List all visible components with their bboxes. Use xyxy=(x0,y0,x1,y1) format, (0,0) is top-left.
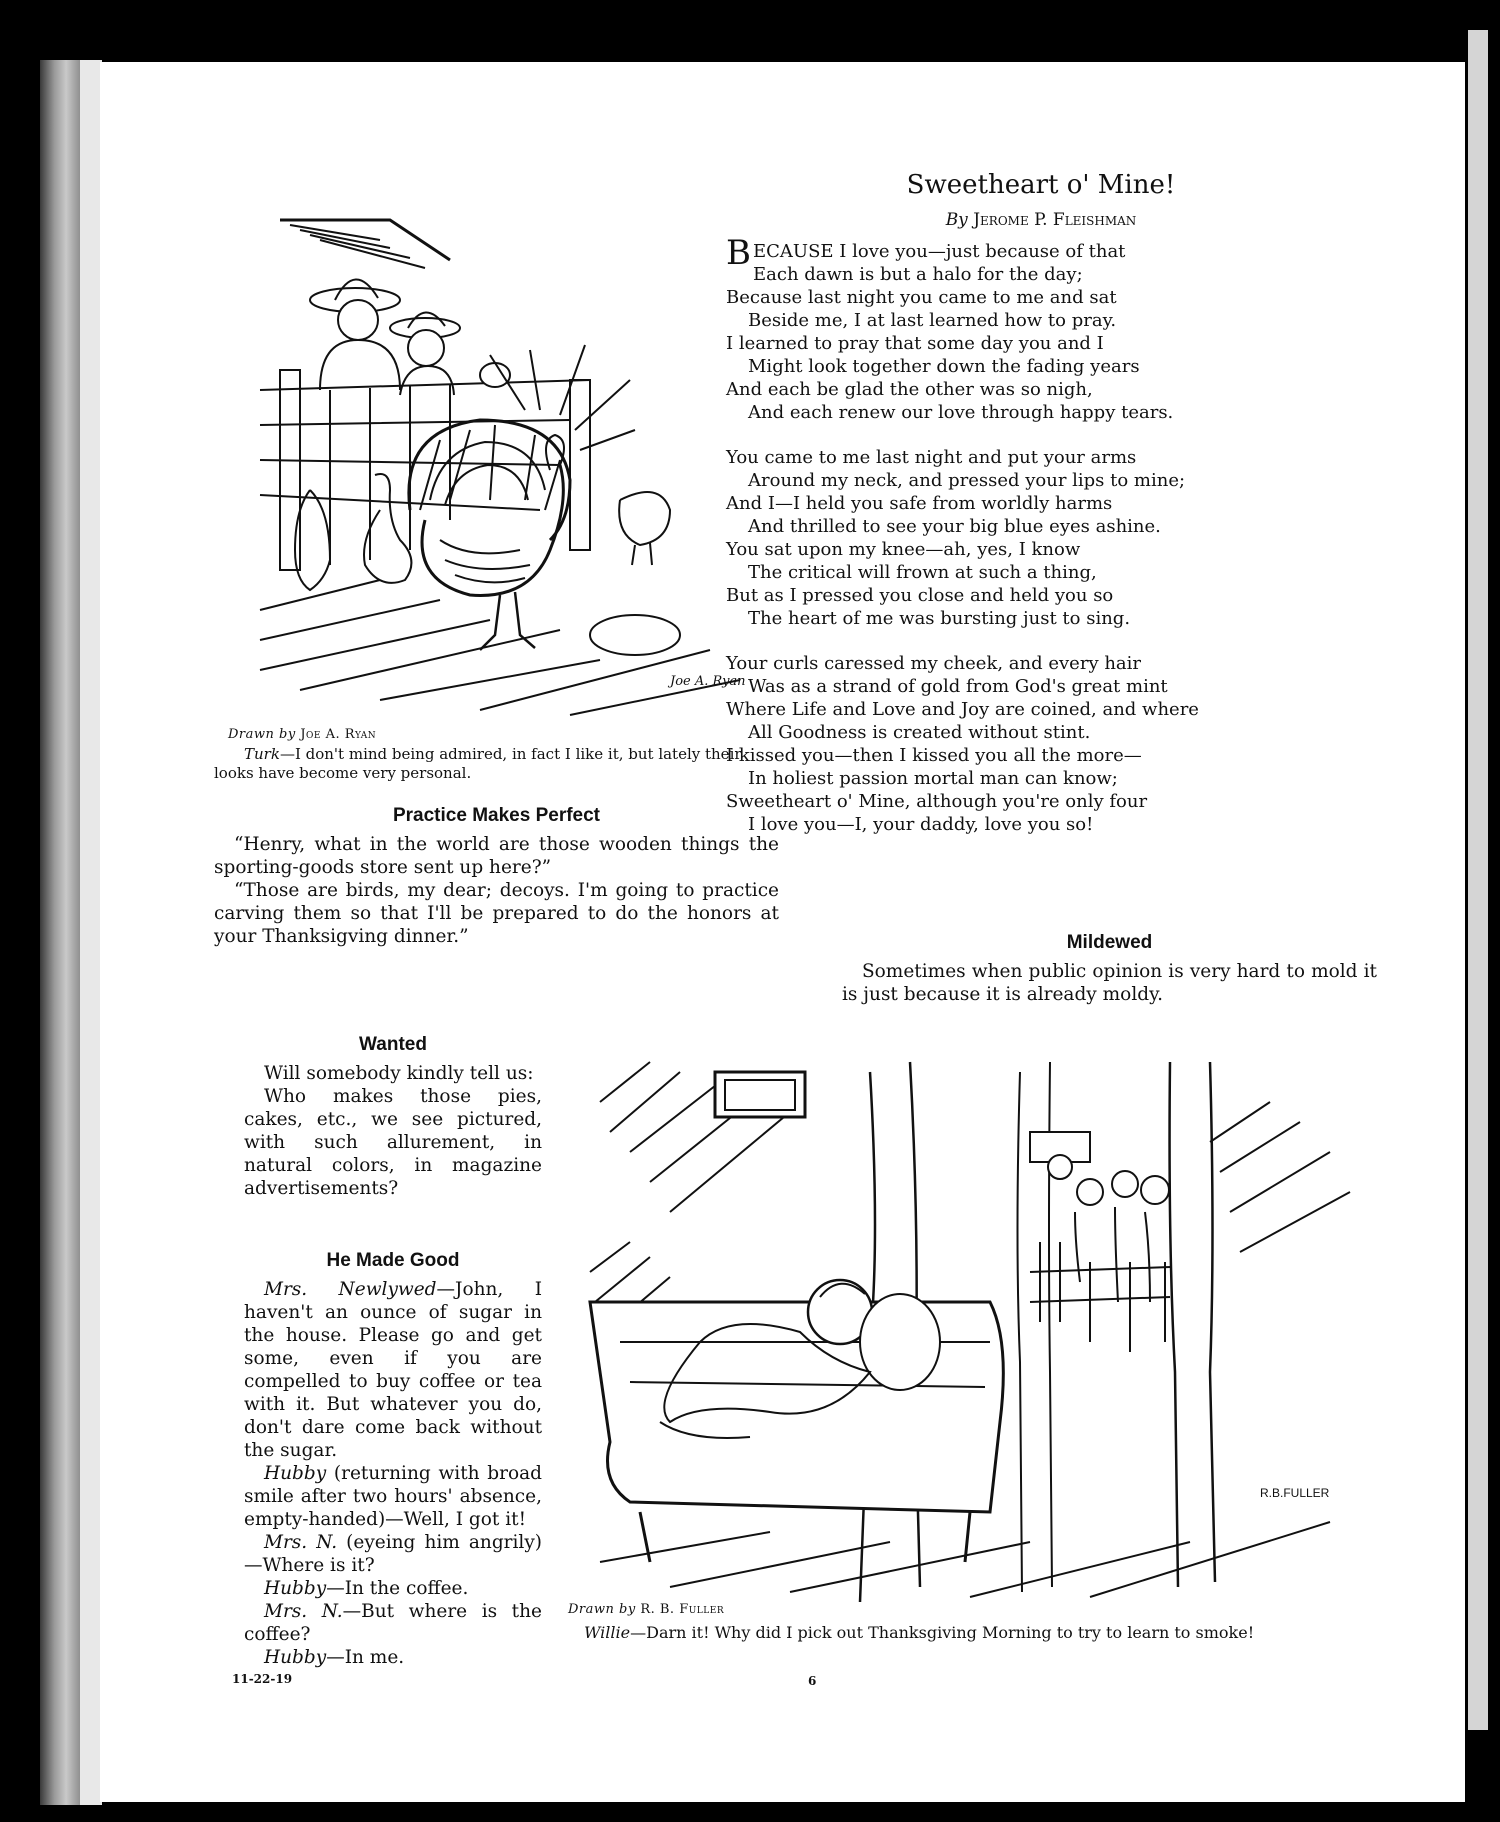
poem-line: And each renew our love through happy tears. xyxy=(748,402,1174,423)
poem-line: The critical will frown at such a thing, xyxy=(748,562,1097,583)
poem-line: Might look together down the fading years xyxy=(748,356,1140,377)
turkey-artist-signature: Joe A. Ryan xyxy=(670,674,746,689)
couch-credit-prefix: Drawn by xyxy=(568,1602,636,1617)
couch-credit-name: R. B. Fuller xyxy=(640,1602,725,1617)
turkey-credit-prefix: Drawn by xyxy=(228,727,296,742)
poem-line: You came to me last night and put your arms xyxy=(726,447,1137,468)
couch-caption xyxy=(584,1623,1414,1642)
poem-byline xyxy=(726,210,1316,230)
poem-line: I kissed you—then I kissed you all the more— xyxy=(726,745,1142,766)
poem-line: Was as a strand of gold from God's great mint xyxy=(748,676,1168,697)
made-good-line xyxy=(244,1577,542,1600)
poem-line: But as I pressed you close and held you so xyxy=(726,585,1114,606)
couch-artist-signature: R.B.FULLER xyxy=(1260,1486,1330,1500)
made-good-text: —But where is the coffee? xyxy=(244,1601,542,1645)
couch-credit xyxy=(568,1602,724,1617)
poem-author: Jerome P. Fleishman xyxy=(973,210,1137,230)
poem-line: I learned to pray that some day you and I xyxy=(726,333,1104,354)
turkey-caption xyxy=(214,745,779,783)
page-edge xyxy=(80,60,102,1805)
poem-line: And each be glad the other was so nigh, xyxy=(726,379,1093,400)
page-number: 6 xyxy=(808,1674,817,1688)
poem-line: Because last night you came to me and sat xyxy=(726,287,1117,308)
poem-byline-prefix: By xyxy=(945,210,968,230)
made-good-title: He Made Good xyxy=(326,1250,460,1271)
made-good-speaker: Hubby xyxy=(264,1647,327,1668)
mildewed-article xyxy=(842,932,1377,1006)
wanted-article xyxy=(244,1034,542,1200)
turkey-caption-speaker: Turk xyxy=(244,745,280,763)
poem-line: You sat upon my knee—ah, yes, I know xyxy=(726,539,1081,560)
poem-line: Sweetheart o' Mine, although you're only four xyxy=(726,791,1148,812)
made-good-speaker: Mrs. N. xyxy=(264,1601,343,1622)
made-good-speaker: Hubby xyxy=(264,1578,327,1599)
mildewed-title: Mildewed xyxy=(1066,932,1153,953)
made-good-line xyxy=(244,1278,542,1462)
practice-paragraph-1: “Henry, what in the world are those wooden things the sporting-goods store sent up here?” xyxy=(214,834,779,878)
poem-dropcap: B xyxy=(726,233,751,273)
turkey-cartoon-illustration xyxy=(240,180,760,725)
watermark: comicbooks.com xyxy=(1231,1770,1462,1805)
magazine-page xyxy=(100,62,1465,1802)
made-good-text: —In the coffee. xyxy=(326,1578,469,1599)
made-good-line xyxy=(244,1600,542,1646)
couch-caption-text: —Darn it! Why did I pick out Thanksgiving Morning to try to learn to smoke! xyxy=(630,1623,1255,1642)
made-good-article xyxy=(244,1250,542,1669)
poem-line: Each dawn is but a halo for the day; xyxy=(753,264,1083,285)
poem-line: All Goodness is created without stint. xyxy=(748,722,1091,743)
couch-cartoon-illustration xyxy=(570,1042,1360,1602)
couch-caption-speaker: Willie xyxy=(584,1623,631,1642)
poem-line: In holiest passion mortal man can know; xyxy=(748,768,1118,789)
made-good-speaker: Mrs. Newlywed xyxy=(264,1279,437,1300)
turkey-caption-text: —I don't mind being admired, in fact I like it, but lately their looks have become very personal. xyxy=(214,745,742,782)
practice-article xyxy=(214,805,779,948)
wanted-title: Wanted xyxy=(359,1034,427,1055)
made-good-speaker: Hubby xyxy=(264,1463,327,1484)
poem-body xyxy=(726,233,1316,836)
made-good-text: (eyeing him angrily)—Where is it? xyxy=(244,1532,543,1576)
made-good-speaker: Mrs. N. xyxy=(264,1532,338,1553)
poem-first-line-text: ECAUSE I love you—just because of that xyxy=(753,241,1126,262)
poem-title: Sweetheart o' Mine! xyxy=(906,170,1176,200)
practice-paragraph-2: “Those are birds, my dear; decoys. I'm going to practice carving them so that I'll be prepared to do the honors at your Thanksigving dinner.” xyxy=(214,880,779,947)
poem-line: And thrilled to see your big blue eyes ashine. xyxy=(748,516,1161,537)
made-good-text: —John, I haven't an ounce of sugar in the house. Please go and get some, even if you are compelled to buy coffee or tea with it. But whatever you do, don't dare come back without the sugar. xyxy=(244,1279,542,1461)
poem-article xyxy=(726,170,1316,836)
made-good-text: (returning with broad smile after two hours' absence, empty-handed)—Well, I got it! xyxy=(244,1463,542,1530)
poem-first-line xyxy=(726,233,1316,273)
made-good-line xyxy=(244,1531,542,1577)
poem-line: And I—I held you safe from worldly harms xyxy=(726,493,1113,514)
next-page-edge xyxy=(1468,30,1488,1730)
practice-title: Practice Makes Perfect xyxy=(392,805,600,826)
poem-line: The heart of me was bursting just to sing. xyxy=(748,608,1131,629)
poem-line: Beside me, I at last learned how to pray. xyxy=(748,310,1117,331)
made-good-line xyxy=(244,1462,542,1531)
wanted-paragraph-2: Who makes those pies, cakes, etc., we see pictured, with such allurement, in natural colors, in magazine advertisements? xyxy=(244,1086,542,1199)
turkey-credit xyxy=(228,727,376,742)
issue-date: 11-22-19 xyxy=(232,1672,293,1686)
turkey-credit-name: Joe A. Ryan xyxy=(300,727,377,742)
poem-line: Around my neck, and pressed your lips to mine; xyxy=(748,470,1186,491)
mildewed-text: Sometimes when public opinion is very hard to mold it is just because it is already moldy. xyxy=(842,961,1377,1005)
made-good-line xyxy=(244,1646,542,1669)
made-good-text: —In me. xyxy=(326,1647,405,1668)
wanted-paragraph-1: Will somebody kindly tell us: xyxy=(264,1063,534,1084)
poem-line: Your curls caressed my cheek, and every hair xyxy=(726,653,1142,674)
poem-line: Where Life and Love and Joy are coined, and where xyxy=(726,699,1199,720)
poem-line: I love you—I, your daddy, love you so! xyxy=(748,814,1094,835)
